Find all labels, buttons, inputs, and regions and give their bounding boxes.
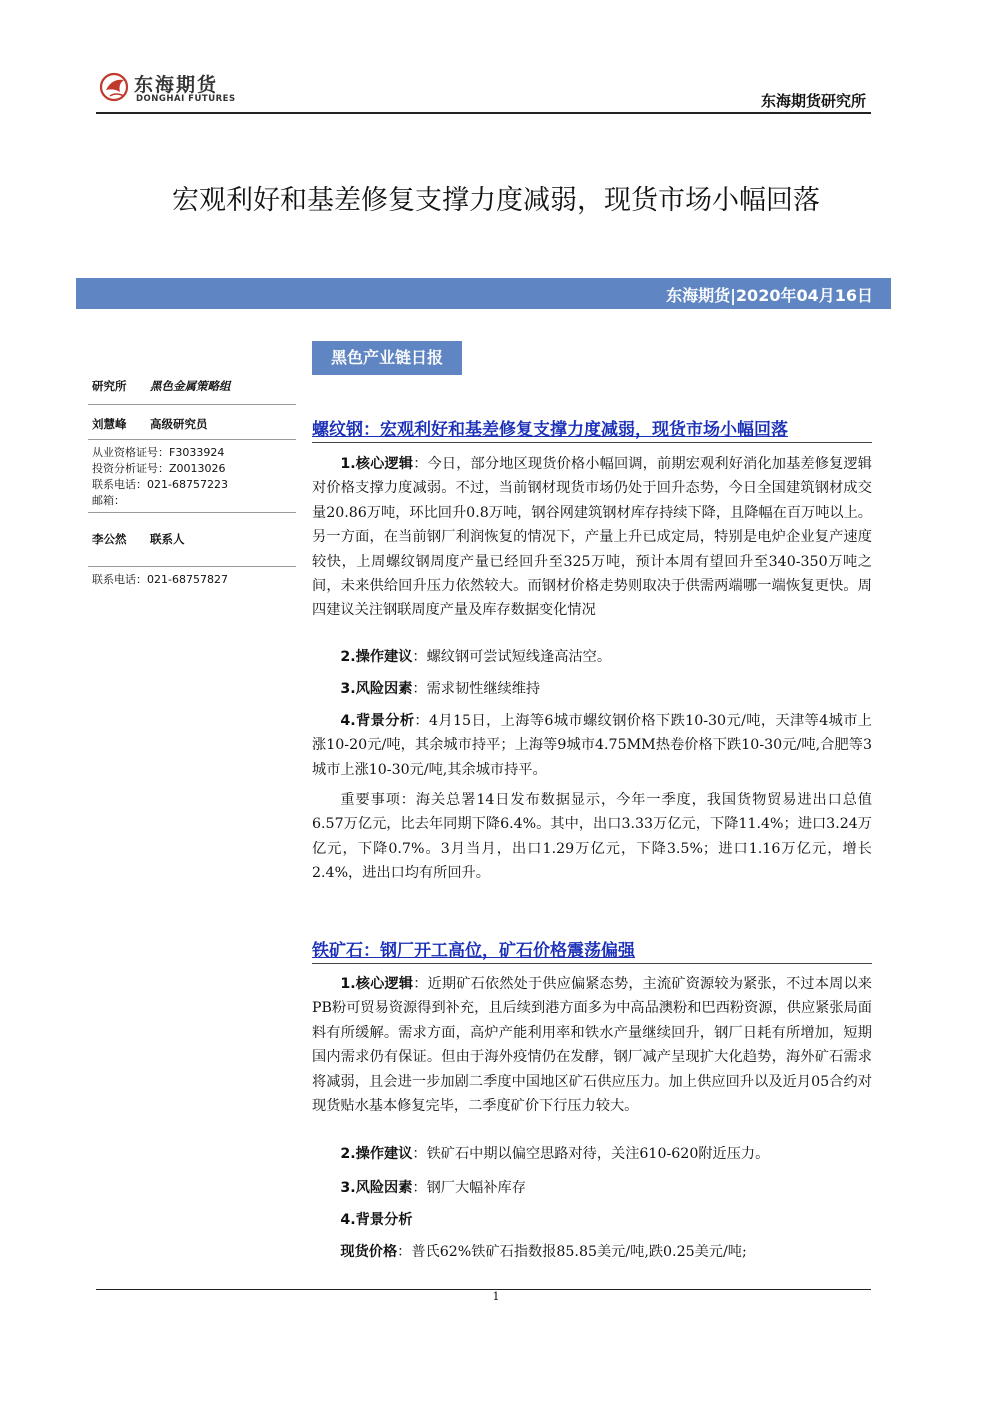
section-title-rebar: 螺纹钢：宏观利好和基差修复支撑力度减弱，现货市场小幅回落 — [312, 420, 788, 440]
rebar-core-logic — [312, 452, 872, 623]
section-rule — [312, 963, 872, 964]
rebar-risk — [312, 677, 872, 701]
risk-text: ：需求韧性继续维持 — [412, 681, 541, 697]
events-text: 重要事项：海关总署14日发布数据显示，今年一季度，我国货物贸易进出口总值6.57万亿元，比去年同期下降6.4%。其中，出口3.33万亿元，下降11.4%；进口3.24万亿元，下降0.7%。3月当月，出口1.29万亿元，下降3.5%；进口1.16万亿元，增长2.4%，进出口均有所回升。 — [312, 792, 872, 882]
risk-label: 3.风险因素 — [340, 681, 413, 697]
analyst1-phone: 联系电话：021-68757223 — [92, 478, 228, 491]
analyst2-title: 联系人 — [150, 532, 185, 546]
ore-spot-price — [312, 1240, 872, 1264]
background-label: 4.背景分析 — [340, 1212, 413, 1228]
sidebar-rule — [88, 566, 296, 567]
core-logic-text: ：今日，部分地区现货价格小幅回调，前期宏观利好消化加基差修复逻辑对价格支撑力度减弱。不过，当前钢材现货市场仍处于回升态势，今日全国建筑钢材成交量20.86万吨，环比回升0.8万吨，钢谷网建筑钢材库存持续下降，且降幅在百万吨以上。另一方面，在当前钢厂利润恢复的情况下，产量上升已成定局，特别是电炉企业复产速度较快，上周螺纹钢周度产量已经回升至325万吨，预计本周有望回升至340-350万吨之间，未来供给回升压力依然较大。而钢材价格走势则取决于供需两端哪一端恢复更快。周四建议关注钢联周度产量及库存数据变化情况 — [312, 456, 872, 619]
background-label: 4.背景分析 — [340, 713, 415, 729]
sidebar-rule — [88, 512, 296, 513]
analyst2-name: 李公然 — [92, 532, 127, 546]
dept-label: 研究所 — [92, 379, 127, 393]
spot-price-text: ：普氏62%铁矿石指数报85.85美元/吨,跌0.25美元/吨; — [397, 1244, 747, 1260]
logo-en-text: DONGHAI FUTURES — [136, 94, 236, 104]
rebar-events — [312, 788, 872, 886]
ore-risk — [312, 1176, 872, 1200]
spot-price-label: 现货价格 — [340, 1244, 398, 1260]
core-logic-label: 1.核心逻辑 — [340, 456, 414, 472]
analyst1-email: 邮箱： — [92, 494, 125, 507]
sidebar-rule — [88, 439, 296, 440]
institute-name: 东海期货研究所 — [760, 92, 866, 110]
ore-core-logic — [312, 972, 872, 1118]
risk-label: 3.风险因素 — [340, 1180, 413, 1196]
analyst1-cert: 从业资格证号：F3033924 — [92, 446, 225, 459]
logo-cn-text: 东海期货 — [134, 74, 219, 96]
analyst2-phone: 联系电话：021-68757827 — [92, 573, 228, 586]
analyst1-invest: 投资分析证号：Z0013026 — [92, 462, 226, 475]
date-bar-text: 东海期货|2020年04月16日 — [666, 286, 873, 305]
rebar-background — [312, 709, 872, 782]
background-text: ：4月15日，上海等6城市螺纹钢价格下跌10-30元/吨，天津等4城市上涨10-20元/吨，其余城市持平；上海等9城市4.75MM热卷价格下跌10-30元/吨,合肥等3城市上涨10-30元/吨,其余城市持平。 — [312, 713, 872, 778]
core-logic-label: 1.核心逻辑 — [340, 976, 414, 992]
company-logo — [96, 66, 236, 110]
report-type-tag: 黑色产业链日报 — [312, 341, 462, 375]
analyst1-name: 刘慧峰 — [92, 417, 127, 431]
document-title: 宏观利好和基差修复支撑力度减弱，现货市场小幅回落 — [172, 185, 820, 216]
operation-label: 2.操作建议 — [340, 649, 413, 665]
sidebar-rule — [88, 404, 296, 405]
date-bar — [76, 278, 891, 309]
core-logic-text: ：近期矿石依然处于供应偏紧态势，主流矿资源较为紧张，不过本周以来PB粉可贸易资源得到补充，且后续到港方面多为中高品澳粉和巴西粉资源，供应紧张局面料有所缓解。需求方面，高炉产能利用率和铁水产量继续回升，钢厂日耗有所增加，短期国内需求仍有保证。但由于海外疫情仍在发酵，钢厂减产呈现扩大化趋势，海外矿石需求将减弱，且会进一步加剧二季度中国地区矿石供应压力。加上供应回升以及近月05合约对现货贴水基本修复完毕，二季度矿价下行压力较大。 — [312, 976, 872, 1115]
ore-operation — [312, 1142, 872, 1166]
operation-text: ：螺纹钢可尝试短线逢高沽空。 — [412, 649, 612, 665]
section-title-iron-ore: 铁矿石：钢厂开工高位，矿石价格震荡偏强 — [312, 941, 635, 961]
operation-label: 2.操作建议 — [340, 1146, 413, 1162]
operation-text: ：铁矿石中期以偏空思路对待，关注610-620附近压力。 — [412, 1146, 770, 1162]
rebar-operation — [312, 645, 872, 669]
section-rule — [312, 442, 872, 443]
page-number: 1 — [492, 1290, 500, 1303]
risk-text: ：钢厂大幅补库存 — [412, 1180, 526, 1196]
header-rule — [96, 112, 871, 114]
donghai-logo-icon — [96, 66, 136, 106]
analyst1-title: 高级研究员 — [150, 417, 208, 431]
dept-value: 黑色金属策略组 — [150, 379, 231, 393]
ore-background — [312, 1208, 872, 1232]
